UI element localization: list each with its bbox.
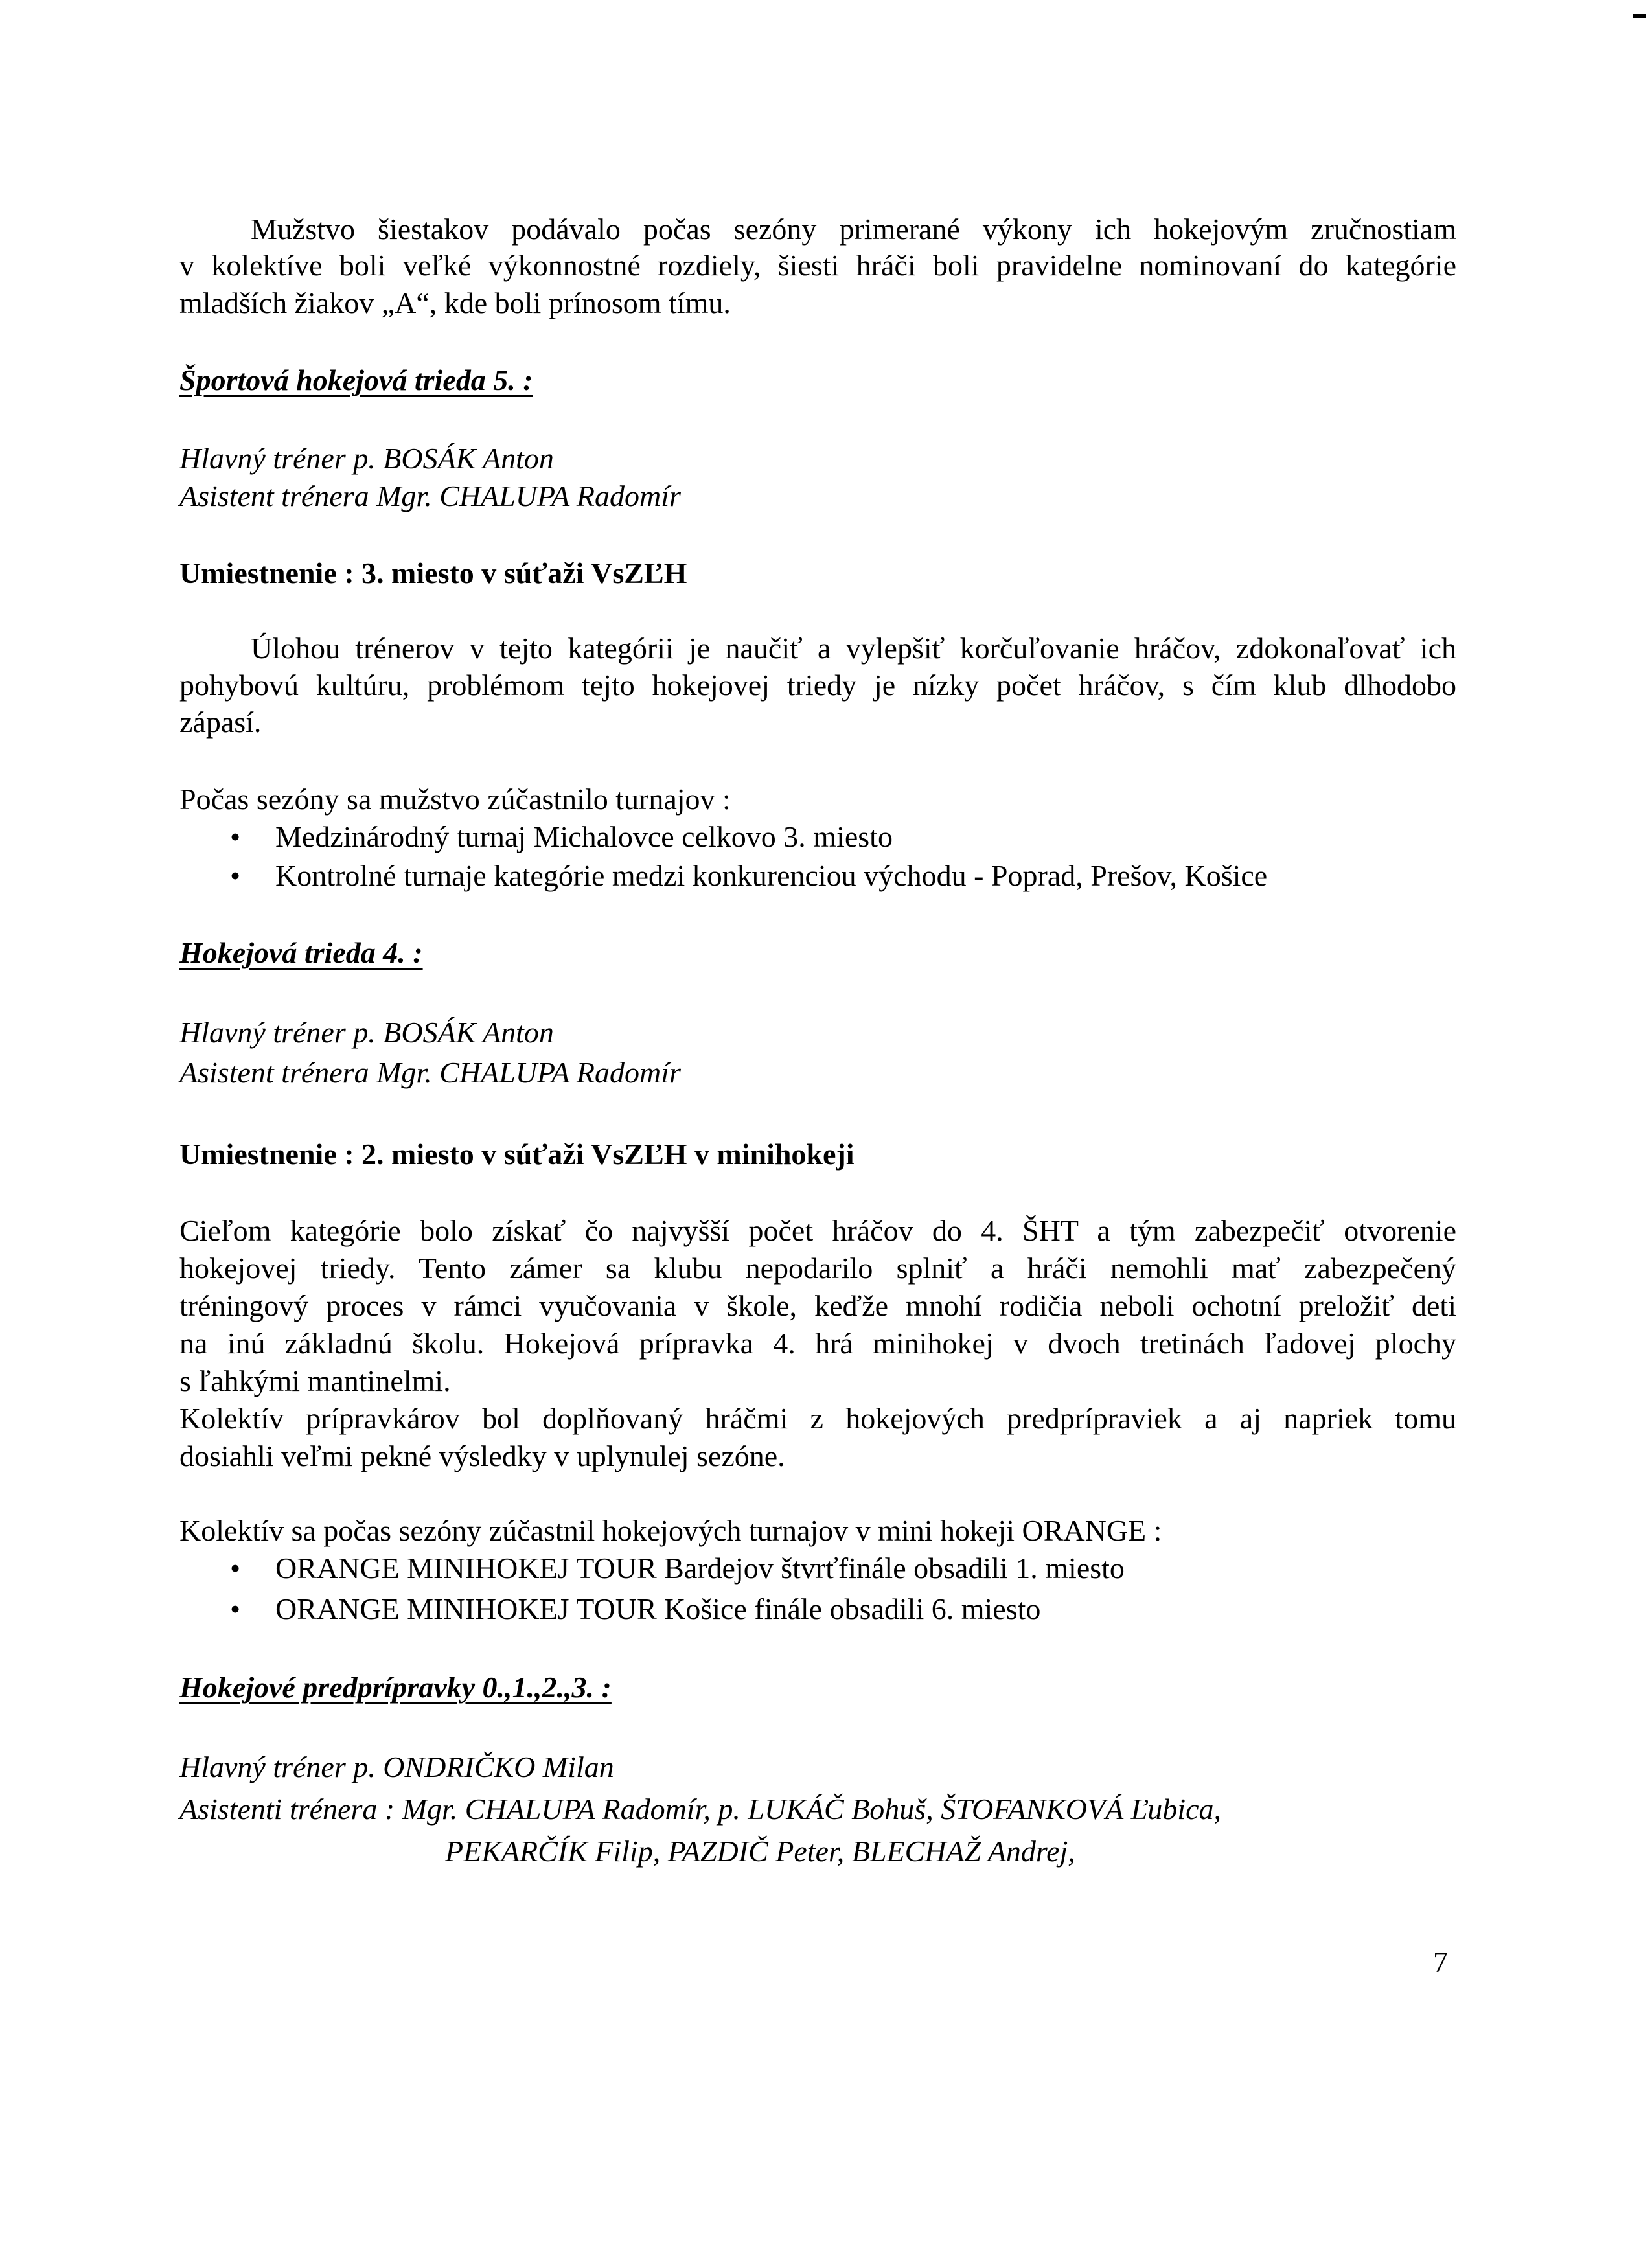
tournament-item: Medzinárodný turnaj Michalovce celkovo 3. miesto — [275, 820, 893, 853]
section-heading-5: Športová hokejová trieda 5. : — [179, 363, 533, 396]
assistant-coach: Asistent trénera Mgr. CHALUPA Radomír — [179, 1056, 681, 1089]
para-line: dosiahli veľmi pekné výsledky v uplynulej sezóne. — [179, 1439, 785, 1472]
section-heading-0-3: Hokejové predprípravky 0.,1.,2.,3. : — [179, 1671, 612, 1704]
para-line: na inú základnú školu. Hokejová prípravka 4. hrá minihokej v dvoch tretinách ľadovej plochy — [179, 1327, 1456, 1360]
bullet-icon: • — [230, 820, 241, 853]
page-number: 7 — [1433, 1945, 1448, 1978]
assistant-coaches-cont: PEKARČÍK Filip, PAZDIČ Peter, BLECHAŽ Andrej, — [445, 1835, 1075, 1868]
bullet-icon: • — [230, 859, 241, 892]
intro-line: Mužstvo šiestakov podávalo počas sezóny primerané výkony ich hokejovým zručnostiam — [251, 212, 1456, 246]
tournaments-intro: Kolektív sa počas sezóny zúčastnil hokejových turnajov v mini hokeji ORANGE : — [179, 1514, 1162, 1547]
para-line: pohybovú kultúru, problémom tejto hokejovej triedy je nízky počet hráčov, s čím klub dlhodobo — [179, 669, 1456, 702]
placement: Umiestnenie : 3. miesto v súťaži VsZĽH — [179, 556, 687, 590]
para-line: hokejovej triedy. Tento zámer sa klubu nepodarilo splniť a hráči nemohli mať zabezpečený — [179, 1252, 1456, 1285]
bullet-icon: • — [230, 1592, 241, 1625]
bullet-icon: • — [230, 1552, 241, 1585]
assistant-coaches: Asistenti trénera : Mgr. CHALUPA Radomír, p. LUKÁČ Bohuš, ŠTOFANKOVÁ Ľubica, — [179, 1793, 1222, 1826]
scan-mark — [1633, 14, 1646, 18]
para-line: s ľahkými mantinelmi. — [179, 1364, 451, 1397]
intro-line: v kolektíve boli veľké výkonnostné rozdiely, šiesti hráči boli pravidelne nominovaní do kategórie — [179, 249, 1456, 282]
para-line: Cieľom kategórie bolo získať čo najvyšší počet hráčov do 4. ŠHT a tým zabezpečiť otvorenie — [179, 1214, 1456, 1247]
para-line: zápasí. — [179, 705, 262, 739]
tournament-item: ORANGE MINIHOKEJ TOUR Košice finále obsadili 6. miesto — [275, 1592, 1041, 1625]
section-heading-4: Hokejová trieda 4. : — [179, 936, 423, 969]
para-line: Kolektív prípravkárov bol doplňovaný hráčmi z hokejových predprípraviek a aj napriek tomu — [179, 1402, 1456, 1435]
head-coach: Hlavný tréner p. ONDRIČKO Milan — [179, 1750, 614, 1783]
tournaments-intro: Počas sezóny sa mužstvo zúčastnilo turnajov : — [179, 783, 731, 816]
tournament-item: Kontrolné turnaje kategórie medzi konkurenciou východu - Poprad, Prešov, Košice — [275, 859, 1268, 892]
assistant-coach: Asistent trénera Mgr. CHALUPA Radomír — [179, 479, 681, 512]
tournament-item: ORANGE MINIHOKEJ TOUR Bardejov štvrťfinále obsadili 1. miesto — [275, 1552, 1125, 1585]
head-coach: Hlavný tréner p. BOSÁK Anton — [179, 1016, 554, 1049]
intro-line: mladších žiakov „A“, kde boli prínosom tímu. — [179, 286, 731, 319]
head-coach: Hlavný tréner p. BOSÁK Anton — [179, 442, 554, 475]
para-line: Úlohou trénerov v tejto kategórii je naučiť a vylepšiť korčuľovanie hráčov, zdokonaľovať ich — [251, 632, 1456, 665]
placement: Umiestnenie : 2. miesto v súťaži VsZĽH v minihokeji — [179, 1138, 855, 1171]
para-line: tréningový proces v rámci vyučovania v škole, keďže mnohí rodičia neboli ochotní preložiť deti — [179, 1289, 1456, 1322]
